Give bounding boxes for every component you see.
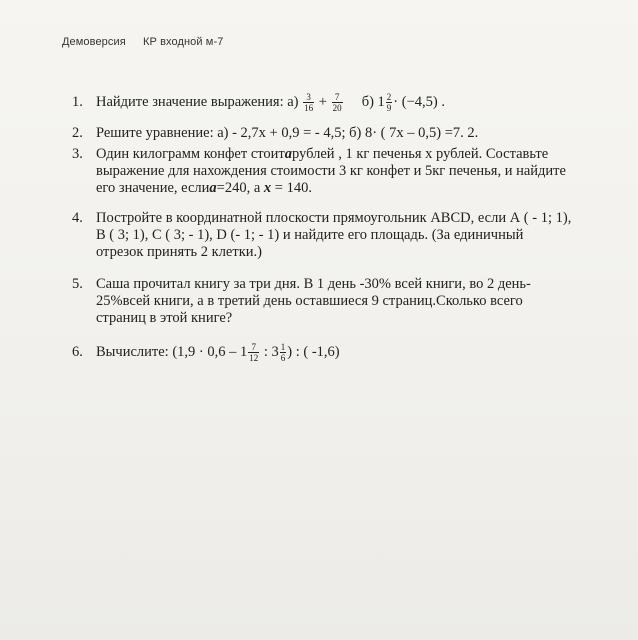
task-number: 2. bbox=[72, 125, 83, 141]
task-2-text: Решите уравнение: а) - 2,7х + 0,9 = - 4,5; б) 8· ( 7х – 0,5) =7. 2. bbox=[96, 125, 479, 141]
fraction-denominator: 12 bbox=[249, 353, 259, 363]
header bbox=[62, 36, 237, 48]
task-5-line-2: 25%всей книги, а в третий день оставшиеся 9 страниц.Сколько всего bbox=[96, 293, 523, 309]
fraction-3-16 bbox=[303, 92, 314, 113]
task-number: 6. bbox=[72, 343, 83, 360]
fraction-numerator: 3 bbox=[303, 92, 314, 103]
task-5-line-1 bbox=[72, 276, 632, 293]
fraction-7-12 bbox=[248, 342, 259, 363]
task-4-line-3: отрезок принять 2 клетки.) bbox=[96, 244, 262, 260]
task-number: 4. bbox=[72, 210, 83, 226]
text-segment: Саша прочитал книгу за три дня. В 1 день -30% всей книги, во 2 день- bbox=[96, 276, 531, 292]
task-4 bbox=[72, 210, 632, 261]
task-3-line-3 bbox=[72, 180, 632, 197]
task-4-line-2: В ( 3; 1), С ( 3; - 1), D (- 1; - 1) и найдите его площадь. (За единичный bbox=[96, 227, 524, 243]
text-segment: Постройте в координатной плоскости прямоугольник ABCD, если А ( - 1; 1), bbox=[96, 210, 572, 226]
fraction-denominator: 6 bbox=[280, 353, 286, 363]
fraction-numerator: 2 bbox=[386, 92, 392, 102]
task-3 bbox=[72, 146, 632, 197]
task-1 bbox=[72, 92, 632, 113]
plus-sign: + bbox=[318, 93, 327, 110]
task-6-text: Вычислите: (1,9 · 0,6 – 1 bbox=[96, 343, 248, 360]
text-segment: его значение, если bbox=[96, 180, 210, 196]
task-3-line-2: выражение для нахождения стоимости 3 кг конфет и 5кг печенья, и найдите bbox=[96, 163, 566, 179]
header-right: КР входной м-7 bbox=[142, 36, 224, 48]
fraction-2-9 bbox=[386, 92, 393, 113]
task-3-line-1 bbox=[72, 146, 632, 163]
task-1-text: Найдите значение выражения: а) bbox=[96, 93, 299, 110]
variable-a: а bbox=[209, 180, 217, 196]
task-number: 1. bbox=[72, 93, 83, 110]
part-b-label: б) bbox=[361, 93, 374, 110]
fraction-7-20 bbox=[332, 92, 343, 113]
fraction-denominator: 16 bbox=[304, 103, 314, 113]
task-4-line-1 bbox=[72, 210, 632, 227]
fraction-numerator: 7 bbox=[332, 92, 343, 103]
header-left: Демоверсия bbox=[62, 36, 126, 48]
fraction-numerator: 1 bbox=[280, 342, 286, 352]
text-segment: = 140. bbox=[274, 180, 312, 196]
fraction-numerator: 7 bbox=[248, 342, 259, 353]
fraction-1-6 bbox=[280, 342, 287, 363]
text-segment: рублей , 1 кг печенья х рублей. Составьте bbox=[292, 146, 549, 162]
text-segment: Один килограмм конфет стоит bbox=[96, 146, 285, 162]
variable-x: х bbox=[263, 180, 272, 196]
text-segment: =240, а bbox=[216, 180, 261, 196]
fraction-denominator: 20 bbox=[332, 103, 342, 113]
task-5-line-3: страниц в этой книге? bbox=[96, 310, 233, 326]
variable-a: а bbox=[284, 146, 292, 162]
task-6 bbox=[72, 342, 632, 363]
fraction-denominator: 9 bbox=[386, 103, 392, 113]
text-segment: : 3 bbox=[260, 343, 279, 360]
task-5 bbox=[72, 276, 632, 327]
text-segment: ) : ( -1,6) bbox=[287, 343, 340, 360]
mixed-integer: 1 bbox=[377, 93, 385, 110]
task-1-tail: · (−4,5) . bbox=[393, 93, 445, 110]
task-2 bbox=[72, 125, 632, 142]
task-number: 3. bbox=[72, 146, 83, 162]
task-number: 5. bbox=[72, 276, 83, 292]
